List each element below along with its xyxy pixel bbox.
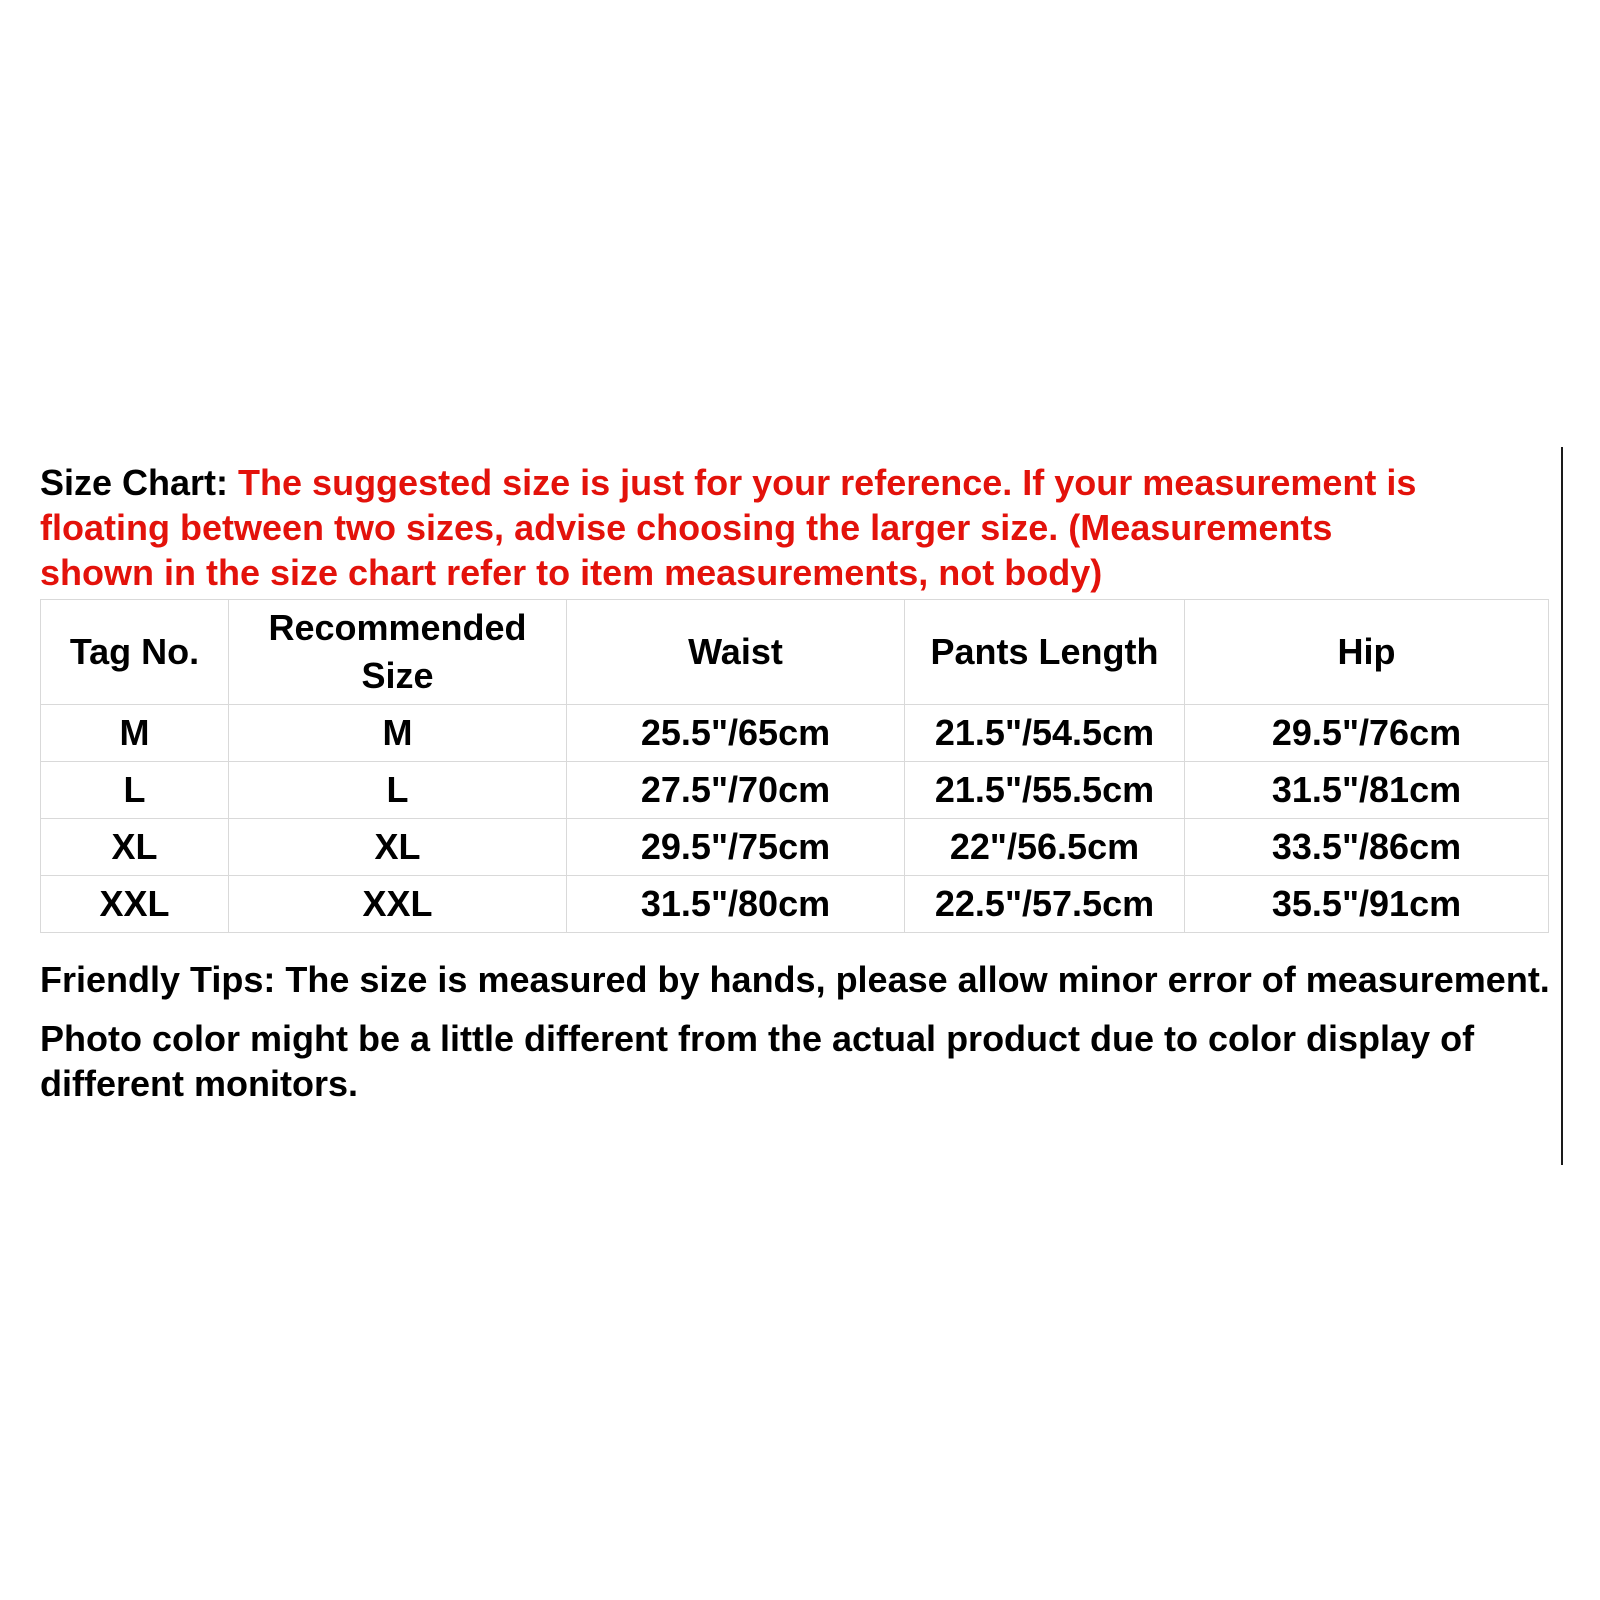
size-notice-line: shown in the size chart refer to item measurements, not body) <box>40 552 1103 593</box>
friendly-tips-text: Friendly Tips: The size is measured by hands, please allow minor error of measurement. <box>40 959 1550 1000</box>
header-tag-no: Tag No. <box>41 600 229 705</box>
cell-tag-no: XL <box>41 819 229 876</box>
table-row <box>41 705 1549 762</box>
cell-recommended-size: XL <box>229 819 567 876</box>
table-row <box>41 876 1549 933</box>
size-chart-label: Size Chart: <box>40 462 239 503</box>
cell-pants-length: 22"/56.5cm <box>905 819 1185 876</box>
header-waist: Waist <box>567 600 905 705</box>
cell-waist: 27.5"/70cm <box>567 762 905 819</box>
cell-pants-length: 21.5"/55.5cm <box>905 762 1185 819</box>
cell-hip: 35.5"/91cm <box>1185 876 1549 933</box>
cell-tag-no: M <box>41 705 229 762</box>
header-recommended-size: Recommended Size <box>229 600 567 705</box>
table-header-row <box>41 600 1549 705</box>
cell-hip: 29.5"/76cm <box>1185 705 1549 762</box>
cell-waist: 29.5"/75cm <box>567 819 905 876</box>
cell-waist: 31.5"/80cm <box>567 876 905 933</box>
cell-pants-length: 22.5"/57.5cm <box>905 876 1185 933</box>
size-chart-intro <box>40 460 1560 595</box>
right-edge-line <box>1561 447 1563 1165</box>
size-table <box>40 599 1549 933</box>
size-chart-document <box>40 460 1560 1120</box>
cell-recommended-size: M <box>229 705 567 762</box>
table-row <box>41 819 1549 876</box>
cell-tag-no: L <box>41 762 229 819</box>
cell-waist: 25.5"/65cm <box>567 705 905 762</box>
cell-pants-length: 21.5"/54.5cm <box>905 705 1185 762</box>
cell-hip: 33.5"/86cm <box>1185 819 1549 876</box>
cell-recommended-size: L <box>229 762 567 819</box>
size-notice-line: floating between two sizes, advise choosing the larger size. (Measurements <box>40 507 1333 548</box>
photo-color-note: Photo color might be a little different from the actual product due to color display of different monitors. <box>40 1018 1475 1104</box>
table-row <box>41 762 1549 819</box>
tips-section <box>40 957 1560 1106</box>
size-notice-line: The suggested size is just for your reference. If your measurement is <box>238 462 1417 503</box>
header-hip: Hip <box>1185 600 1549 705</box>
cell-recommended-size: XXL <box>229 876 567 933</box>
header-pants-length: Pants Length <box>905 600 1185 705</box>
cell-tag-no: XXL <box>41 876 229 933</box>
intro-line-1 <box>40 460 1560 505</box>
cell-hip: 31.5"/81cm <box>1185 762 1549 819</box>
